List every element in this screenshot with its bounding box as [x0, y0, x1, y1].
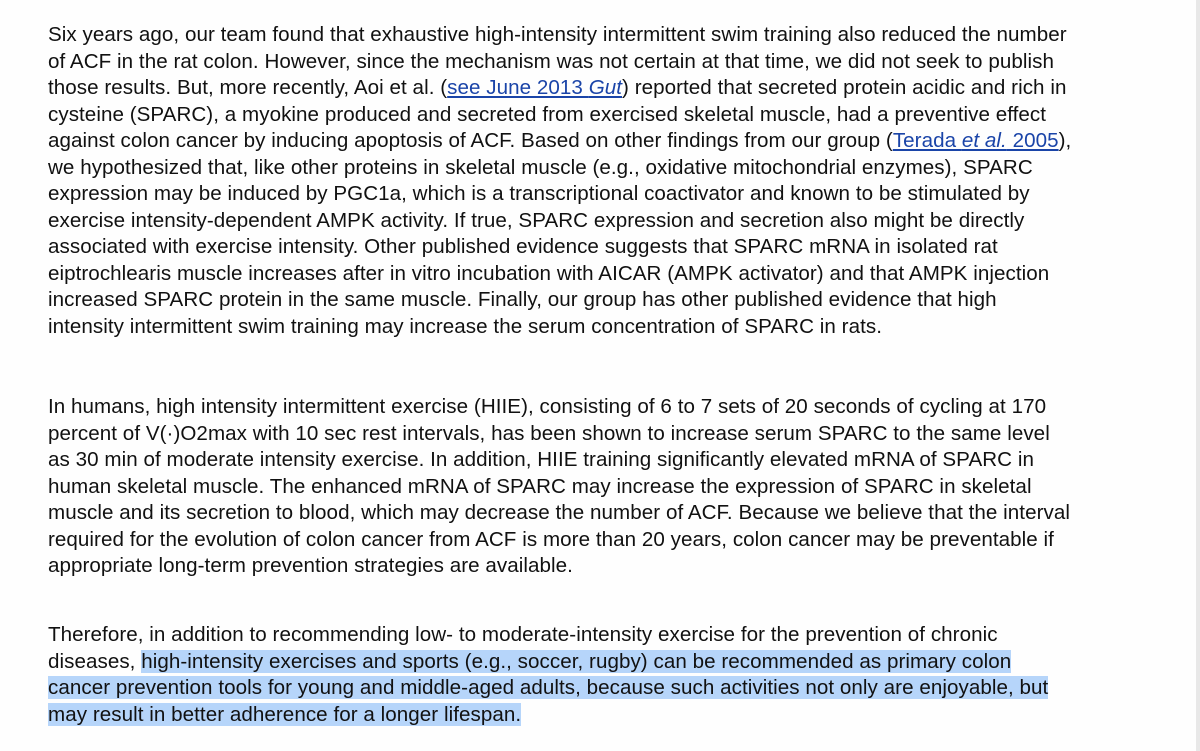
text-line: muscle and its secretion to blood, which may decrease the number of ACF. Because we believe that the interval [48, 501, 1070, 524]
selected-text[interactable]: cancer prevention tools for young and middle-aged adults, because such activities not only are enjoyable, but [48, 676, 1049, 699]
text-line: Therefore, in addition to recommending low- to moderate-intensity exercise for the prevention of chronic [48, 623, 998, 646]
paragraph-2 [48, 394, 1193, 580]
window-edge [1196, 0, 1200, 751]
link-text: see June 2013 [447, 76, 589, 99]
text-line: as 30 min of moderate intensity exercise. In addition, HIIE training significantly elevated mRNA of SPARC in [48, 448, 1034, 471]
text-line: we hypothesized that, like other proteins in skeletal muscle (e.g., oxidative mitochondrial enzymes), SPARC [48, 155, 1033, 179]
selected-text[interactable]: may result in better adherence for a longer lifespan. [48, 702, 522, 726]
text-line: of ACF in the rat colon. However, since the mechanism was not certain at that time, we did not seek to publish [48, 49, 1054, 73]
text-line: exercise intensity-dependent AMPK activity. If true, SPARC expression and secretion also might be directly [48, 208, 1025, 232]
text-line: intensity intermittent swim training may increase the serum concentration of SPARC in rats. [48, 314, 882, 338]
text-line [48, 128, 1193, 155]
text-line [48, 675, 1193, 702]
text-line: increased SPARC protein in the same muscle. Finally, our group has other published evidence that high [48, 288, 997, 311]
paragraph-1 [48, 22, 1193, 340]
text-line: eiptrochlearis muscle increases after in vitro incubation with AICAR (AMPK activator) and that AMPK injection [48, 261, 1050, 285]
text-line: appropriate long-term prevention strategies are available. [48, 554, 573, 577]
text-line [48, 649, 1193, 676]
text-span: ) reported that secreted protein acidic and rich in [622, 76, 1067, 99]
terada-2005-link[interactable] [893, 129, 1059, 152]
text-line: expression may be induced by PGC1a, which is a transcriptional coactivator and known to be stimulated by [48, 182, 1030, 205]
text-line [48, 75, 1193, 102]
text-line: human skeletal muscle. The enhanced mRNA of SPARC may increase the expression of SPARC in skeletal [48, 474, 1032, 498]
text-span: those results. But, more recently, Aoi et al. ( [48, 76, 448, 99]
link-text-etal: et al. [961, 129, 1007, 152]
text-span: ), [1058, 129, 1072, 152]
text-line [48, 702, 1193, 729]
text-line: Six years ago, our team found that exhaustive high-intensity intermittent swim training also reduced the number [48, 23, 1067, 46]
text-line: In humans, high intensity intermittent exercise (HIIE), consisting of 6 to 7 sets of 20 seconds of cycling at 170 [48, 395, 1047, 418]
text-span: diseases, [48, 649, 142, 673]
text-line: cysteine (SPARC), a myokine produced and secreted from exercised skeletal muscle, had a preventive effect [48, 102, 1047, 126]
link-text: Terada [892, 129, 962, 152]
paragraph-3 [48, 622, 1193, 728]
text-line: associated with exercise intensity. Other published evidence suggests that SPARC mRNA in isolated rat [48, 235, 998, 258]
selected-text[interactable]: high-intensity exercises and sports (e.g., soccer, rugby) can be recommended as primary colon [141, 649, 1012, 673]
text-span: against colon cancer by inducing apoptosis of ACF. Based on other findings from our group ( [48, 129, 893, 152]
link-text-year: 2005 [1006, 129, 1059, 152]
link-text-journal: Gut [588, 76, 623, 99]
text-line: percent of V(·)O2max with 10 sec rest intervals, has been shown to increase serum SPARC to the same level [48, 421, 1050, 445]
gut-june-2013-link[interactable] [447, 76, 622, 99]
text-line: required for the evolution of colon cancer from ACF is more than 20 years, colon cancer may be preventable if [48, 527, 1054, 551]
